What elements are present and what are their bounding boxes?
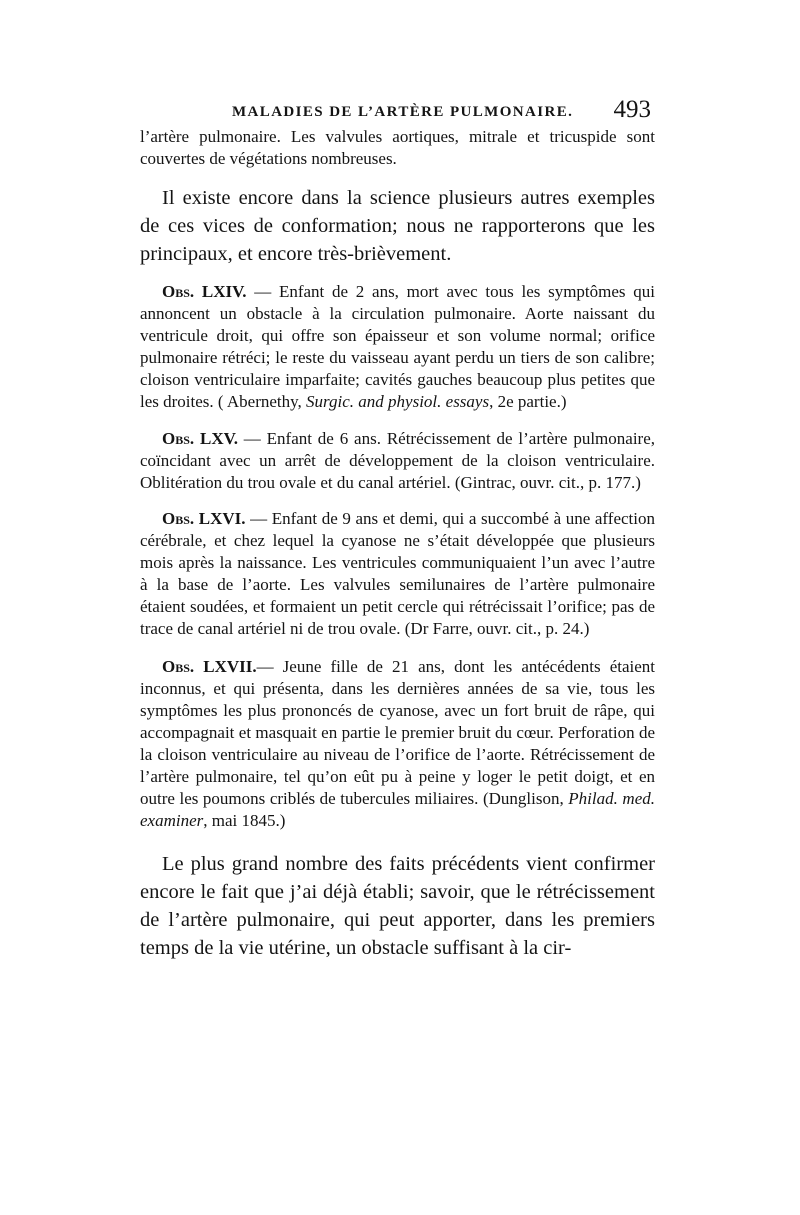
observation-text: — Enfant de 6 ans. Rétrécissement de l’artère pulmonaire, coïncidant avec un arrêt de développement de la cloison ventriculaire. Oblitération du trou ovale et du canal artériel. (Gintrac, ouvr. cit., p. 177.) xyxy=(140,429,655,492)
page-number: 493 xyxy=(613,96,651,123)
observation-text: — Enfant de 9 ans et demi, qui a succombé à une affection cérébrale, et chez lequel la cyanose ne s’était développée que plusieurs mois après la naissance. Les ventricules communiquaient l’un avec l’autre à la base de l’aorte. Les valvules semilunaires de l’artère pulmonaire étaient soudées, et formaient un petit cercle qui rétrécissait l’orifice; pas de trace de canal artériel ni de trou ovale. (Dr Farre, ouvr. cit., p. 24.) xyxy=(140,509,655,638)
book-page xyxy=(140,96,655,962)
observation-label: Obs. LXVII. xyxy=(162,657,257,676)
observation-label: Obs. LXVI. xyxy=(162,509,246,528)
citation-title: Surgic. and physiol. essays xyxy=(306,392,490,411)
observation-text: — Jeune fille de 21 ans, dont les antécédents étaient inconnus, et qui présenta, dans les dernières années de sa vie, tous les symptômes les plus prononcés de cyanose, avec un fort bruit de râpe, qui accompagnait et masquait en partie le premier bruit du cœur. Perforation de la cloison ventriculaire au niveau de l’orifice de l’aorte. Rétrécissement de l’artère pulmonaire, tel qu’on eût pu à peine y loger le petit doigt, et en outre les poumons criblés de tubercules miliaires. (Dunglison, xyxy=(140,657,655,808)
observation-67 xyxy=(140,656,655,832)
observation-text: — Enfant de 2 ans, mort avec tous les symptômes qui annoncent un obstacle à la circulation pulmonaire. Aorte naissant du ventricule droit, qui offre son épaisseur et son volume normal; orifice pulmonaire rétréci; le reste du vaisseau ayant perdu un tiers de son calibre; cloison ventriculaire imparfaite; cavités gauches beaucoup plus petites que les droites. ( Abernethy, xyxy=(140,282,655,411)
observation-label: Obs. LXV. xyxy=(162,429,238,448)
observation-65 xyxy=(140,428,655,494)
intro-paragraph: Il existe encore dans la science plusieurs autres exemples de ces vices de conformation; nous ne rapporterons que les principaux, et encore très-brièvement. xyxy=(140,187,655,265)
page-header xyxy=(140,96,655,126)
continued-paragraph: l’artère pulmonaire. Les valvules aortiques, mitrale et tricuspide sont couvertes de végétations nombreuses. xyxy=(140,127,655,168)
observation-66 xyxy=(140,508,655,640)
observation-label: Obs. LXIV. xyxy=(162,282,247,301)
observation-64 xyxy=(140,281,655,413)
observation-text-end: , 2e partie.) xyxy=(489,392,567,411)
closing-paragraph: Le plus grand nombre des faits précédents vient confirmer encore le fait que j’ai déjà établi; savoir, que le rétrécissement de l’artère pulmonaire, qui peut apporter, dans les premiers temps de la vie utérine, un obstacle suffisant à la cir- xyxy=(140,853,655,959)
running-head: MALADIES DE L’ARTÈRE PULMONAIRE. xyxy=(232,104,574,120)
observation-text-end: , mai 1845.) xyxy=(203,811,286,830)
citation-title: Philad. med. examiner xyxy=(140,789,656,830)
